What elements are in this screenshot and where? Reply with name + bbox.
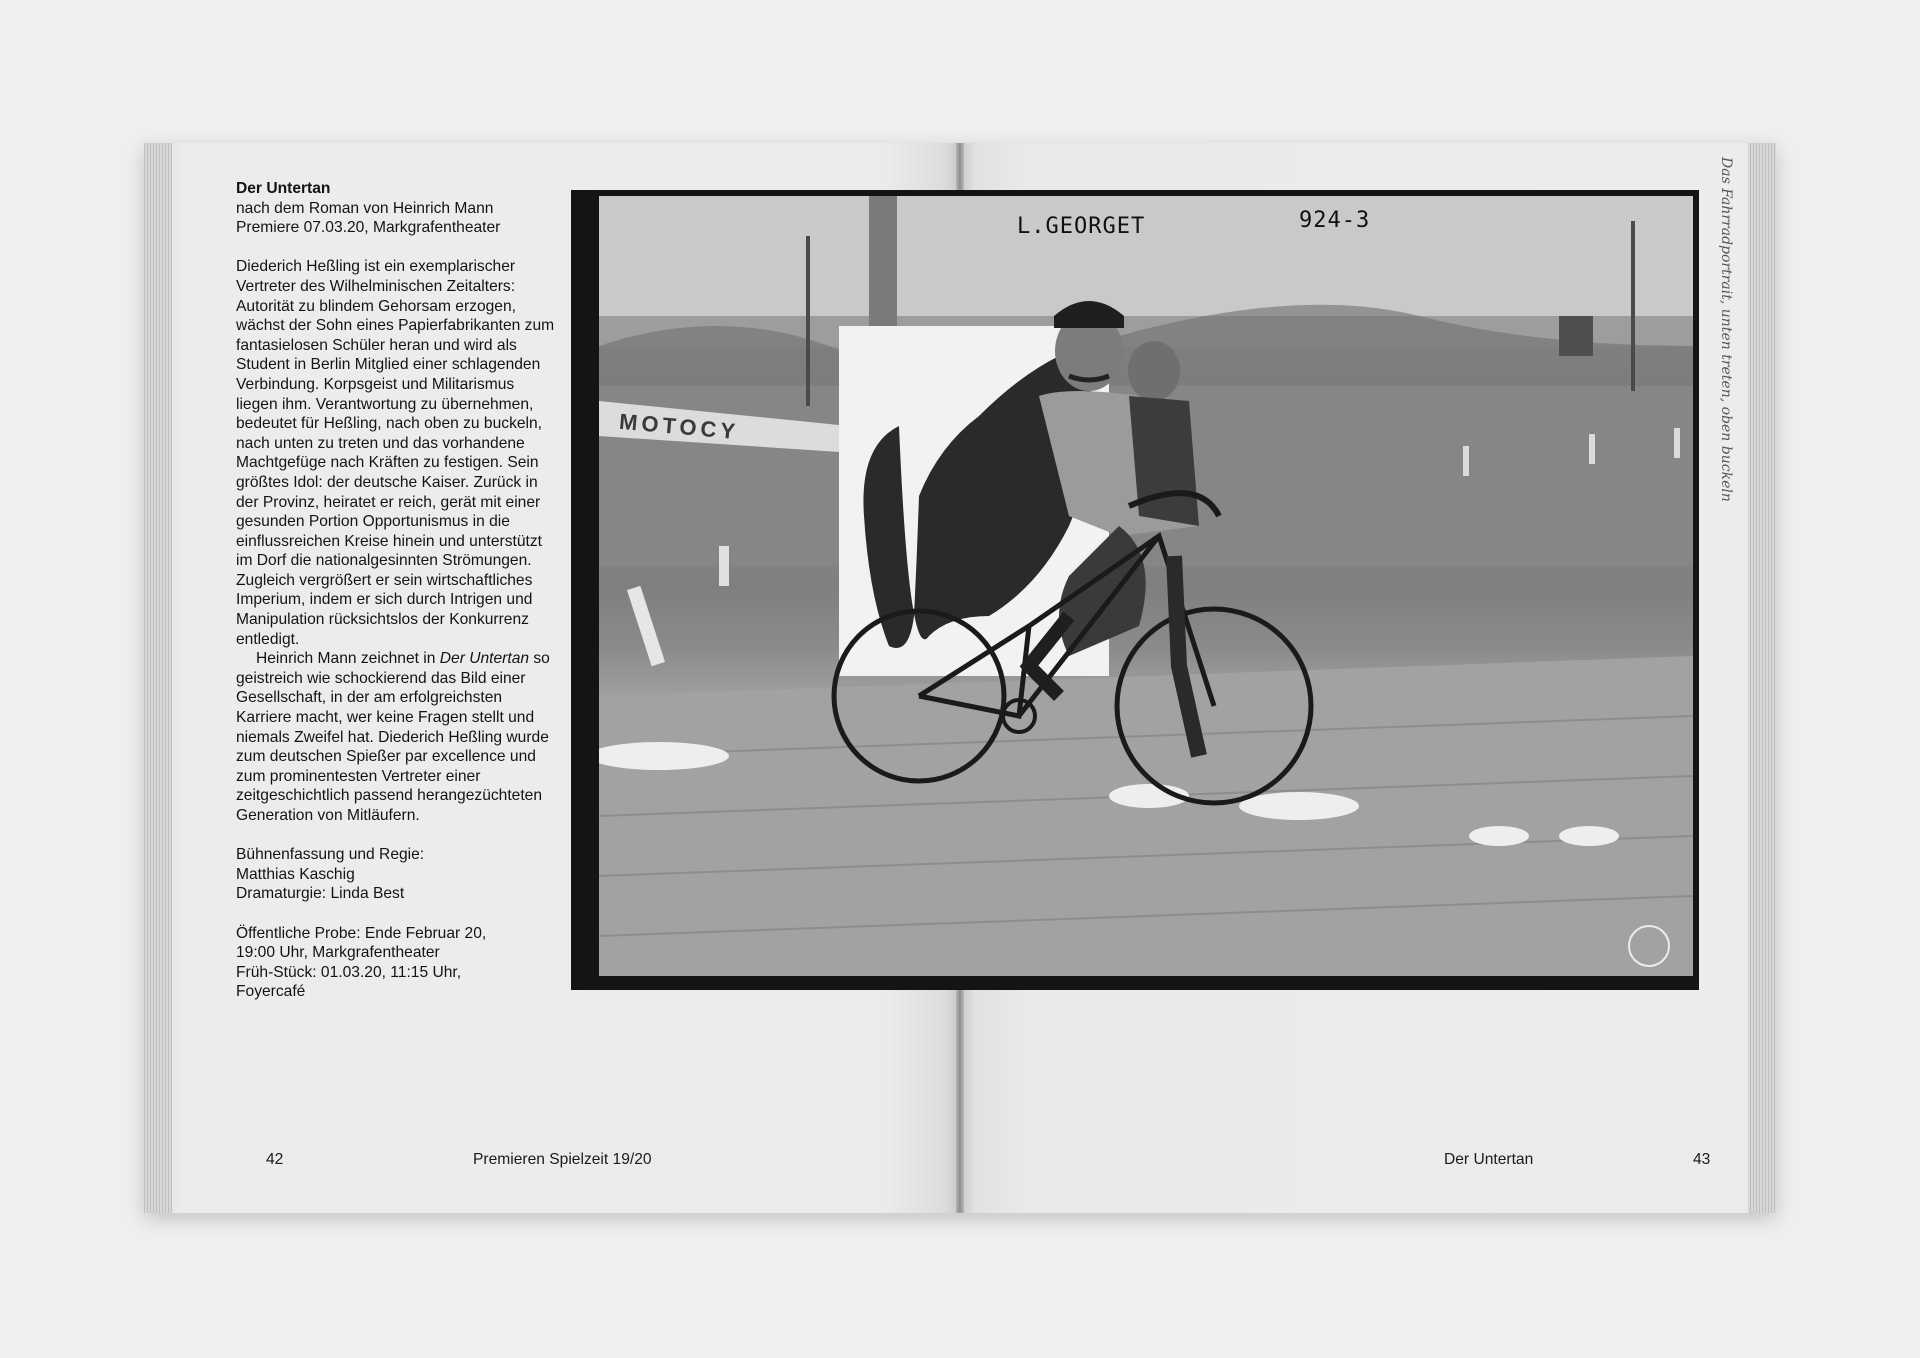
- credits-line: Matthias Kaschig: [236, 865, 355, 883]
- handwritten-note: [1704, 157, 1744, 517]
- article-text-column: [236, 179, 558, 1002]
- handwritten-note-text: Das Fahrradportrait, unten treten, oben buckeln: [1718, 157, 1734, 502]
- running-head-left: Premieren Spielzeit 19/20: [473, 1151, 652, 1168]
- track-banner-text: MOTOCY: [618, 408, 741, 445]
- article-body-paragraph-1: Diederich Heßling ist ein exemplarischer Vertreter des Wilhelminischen Zeitalters: Autorität zu blindem Gehorsam erzogen, wächst der Sohn eines Papierfabrikanten zum fantasielosen Schüler heran und wird als Student in Berlin Mitglied einer schlagenden Verbindung. Korpsgeist und Militarismus liegen ihm. Verantwortung zu übernehmen, bedeutet für Heßling, nach oben zu buckeln, nach unten zu treten und das vorhandene Machtgefüge nach Kräften zu festigen. Sein größtes Idol: der deutsche Kaiser. Zurück in der Provinz, heiratet er reich, gerät mit einer gesunden Portion Opportunismus in die einflussreichen Kreise hinein und unterstützt im Dorf die nationalgesinnten Strömungen. Zugleich vergrößert er sein wirtschaftliches Imperium, indem er sich durch Intrigen und Manipulation rücksichtslos der Konkurrenz entledigt.: [236, 258, 555, 648]
- premiere-info: Premiere 07.03.20, Markgrafentheater: [236, 219, 501, 237]
- page-number-left: 42: [266, 1151, 284, 1168]
- running-head-right: Der Untertan: [1444, 1151, 1534, 1168]
- paragraph-2-start: Heinrich Mann zeichnet in: [256, 650, 440, 668]
- page-stack-edge: [1748, 143, 1776, 1213]
- photo-caption-number: 924-3: [1299, 208, 1371, 233]
- article-subtitle: nach dem Roman von Heinrich Mann: [236, 199, 494, 217]
- credits-line: Dramaturgie: Linda Best: [236, 885, 405, 903]
- event-line: Foyercafé: [236, 983, 306, 1001]
- event-line: Früh-Stück: 01.03.20, 11:15 Uhr,: [236, 963, 462, 981]
- photo-image-area: [599, 196, 1693, 976]
- article-heading: Der Untertan: [236, 180, 331, 197]
- paragraph-2-end: so geistreich wie schockierend das Bild einer Gesellschaft, in der am erfolgreichsten Karriere macht, wer keine Fragen stellt und niemals Zweifel hat. Diederich Heßling wurde zum deutschen Spießer par excellence und zum prominentesten Vertreter einer zeitgeschichtlich passend herangezüchteten Generation von Mitläufern.: [236, 650, 550, 824]
- cyclist-photograph: [571, 190, 1699, 990]
- magazine-spread: [144, 143, 1776, 1213]
- photo-illustration: [599, 196, 1693, 976]
- page-number-right: 43: [1693, 1151, 1711, 1168]
- credits-line: Bühnenfassung und Regie:: [236, 846, 425, 864]
- photo-caption-name: L.GEORGET: [1017, 214, 1146, 239]
- event-line: Öffentliche Probe: Ende Februar 20,: [236, 924, 487, 942]
- book-title-italic: Der Untertan: [439, 650, 530, 668]
- page-stack-edge: [144, 143, 172, 1213]
- event-line: 19:00 Uhr, Markgrafentheater: [236, 944, 440, 962]
- article-body-paragraph-2: [236, 649, 558, 825]
